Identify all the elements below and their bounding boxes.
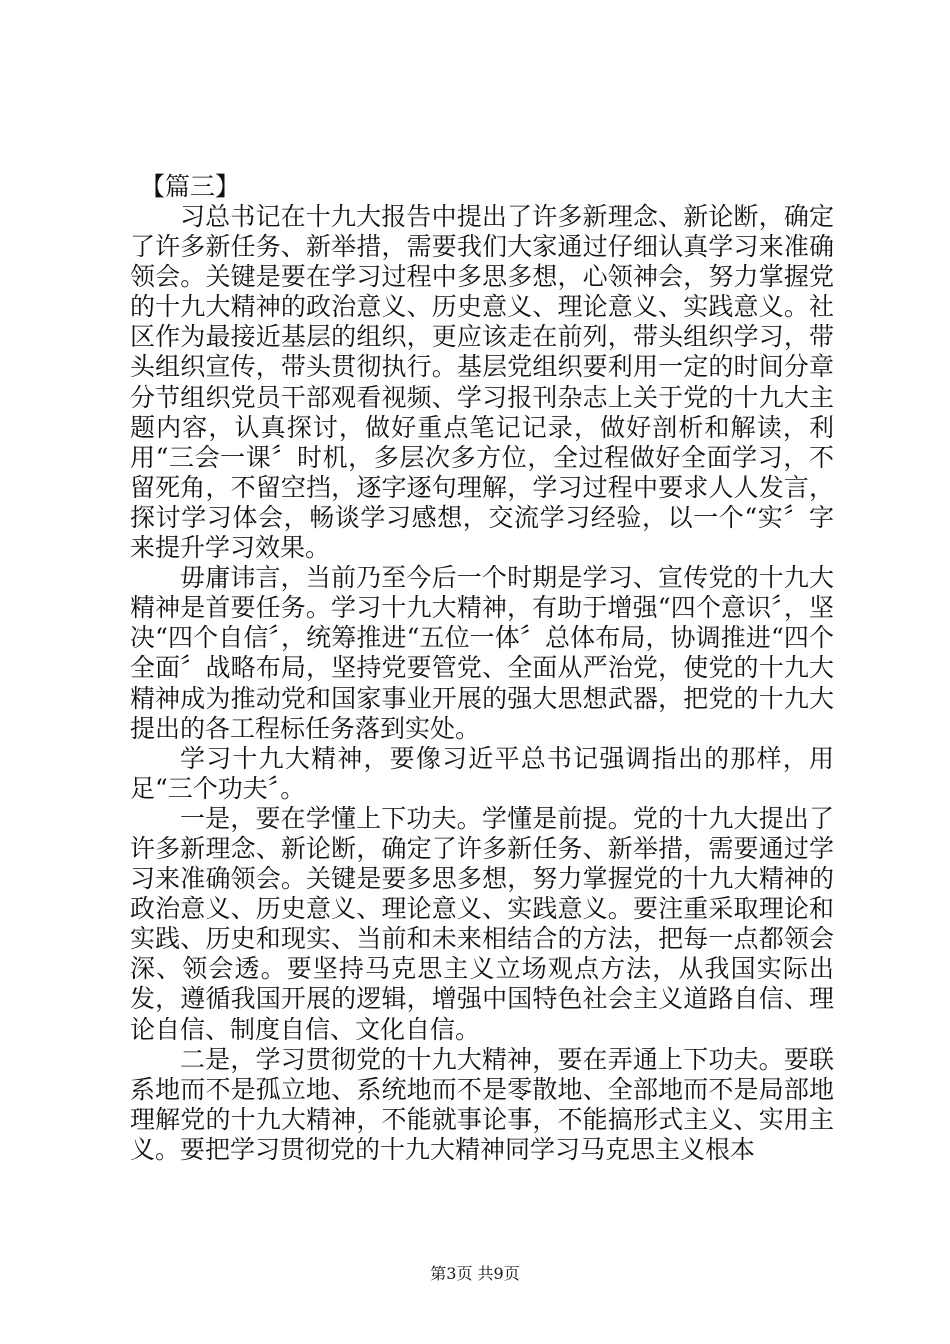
paragraph-5: 二是，学习贯彻党的十九大精神，要在弄通上下功夫。要联系地而不是孤立地、系统地而不是零散地、全部地而不是局部地理解党的十九大精神，不能就事论事，不能搞形式主义、实用主义。要把学习贯彻党的十九大精神同学习马克思主义根本 (130, 1044, 834, 1164)
paragraph-4: 一是，要在学懂上下功夫。学懂是前提。党的十九大提出了许多新理念、新论断，确定了许多新任务、新举措，需要通过学习来准确领会。关键是要多思多想，努力掌握党的十九大精神的政治意义、历史意义、理论意义、实践意义。要注重采取理论和实践、历史和现实、当前和未来相结合的方法，把每一点都领会深、领会透。要坚持马克思主义立场观点方法，从我国实际出发，遵循我国开展的逻辑，增强中国特色社会主义道路自信、理论自信、制度自信、文化自信。 (130, 803, 834, 1044)
paragraph-2: 毋庸讳言，当前乃至今后一个时期是学习、宣传党的十九大精神是首要任务。学习十九大精神，有助于增强“四个意识〞，坚决“四个自信〞，统筹推进“五位一体〞总体布局，协调推进“四个全面〞战略布局，坚持党要管党、全面从严治党，使党的十九大精神成为推动党和国家事业开展的强大思想武器，把党的十九大提出的各工程标任务落到实处。 (130, 563, 834, 743)
paragraph-1: 习总书记在十九大报告中提出了许多新理念、新论断，确定了许多新任务、新举措，需要我们大家通过仔细认真学习来准确领会。关键是要在学习过程中多思多想，心领神会，努力掌握党的十九大精神的政治意义、历史意义、理论意义、实践意义。社区作为最接近基层的组织，更应该走在前列，带头组织学习，带头组织宣传，带头贯彻执行。基层党组织要利用一定的时间分章分节组织党员干部观看视频、学习报刊杂志上关于党的十九大主题内容，认真探讨，做好重点笔记记录，做好剖析和解读，利用“三会一课〞时机，多层次多方位，全过程做好全面学习，不留死角，不留空挡，逐字逐句理解，学习过程中要求人人发言，探讨学习体会，畅谈学习感想，交流学习经验，以一个“实〞字来提升学习效果。 (130, 202, 834, 563)
page-footer: 第3页 共9页 (430, 1264, 520, 1283)
section-heading: 【篇三】 (140, 172, 241, 201)
paragraph-3: 学习十九大精神，要像习近平总书记强调指出的那样，用足“三个功夫〞。 (130, 743, 834, 803)
document-body (130, 172, 834, 1165)
